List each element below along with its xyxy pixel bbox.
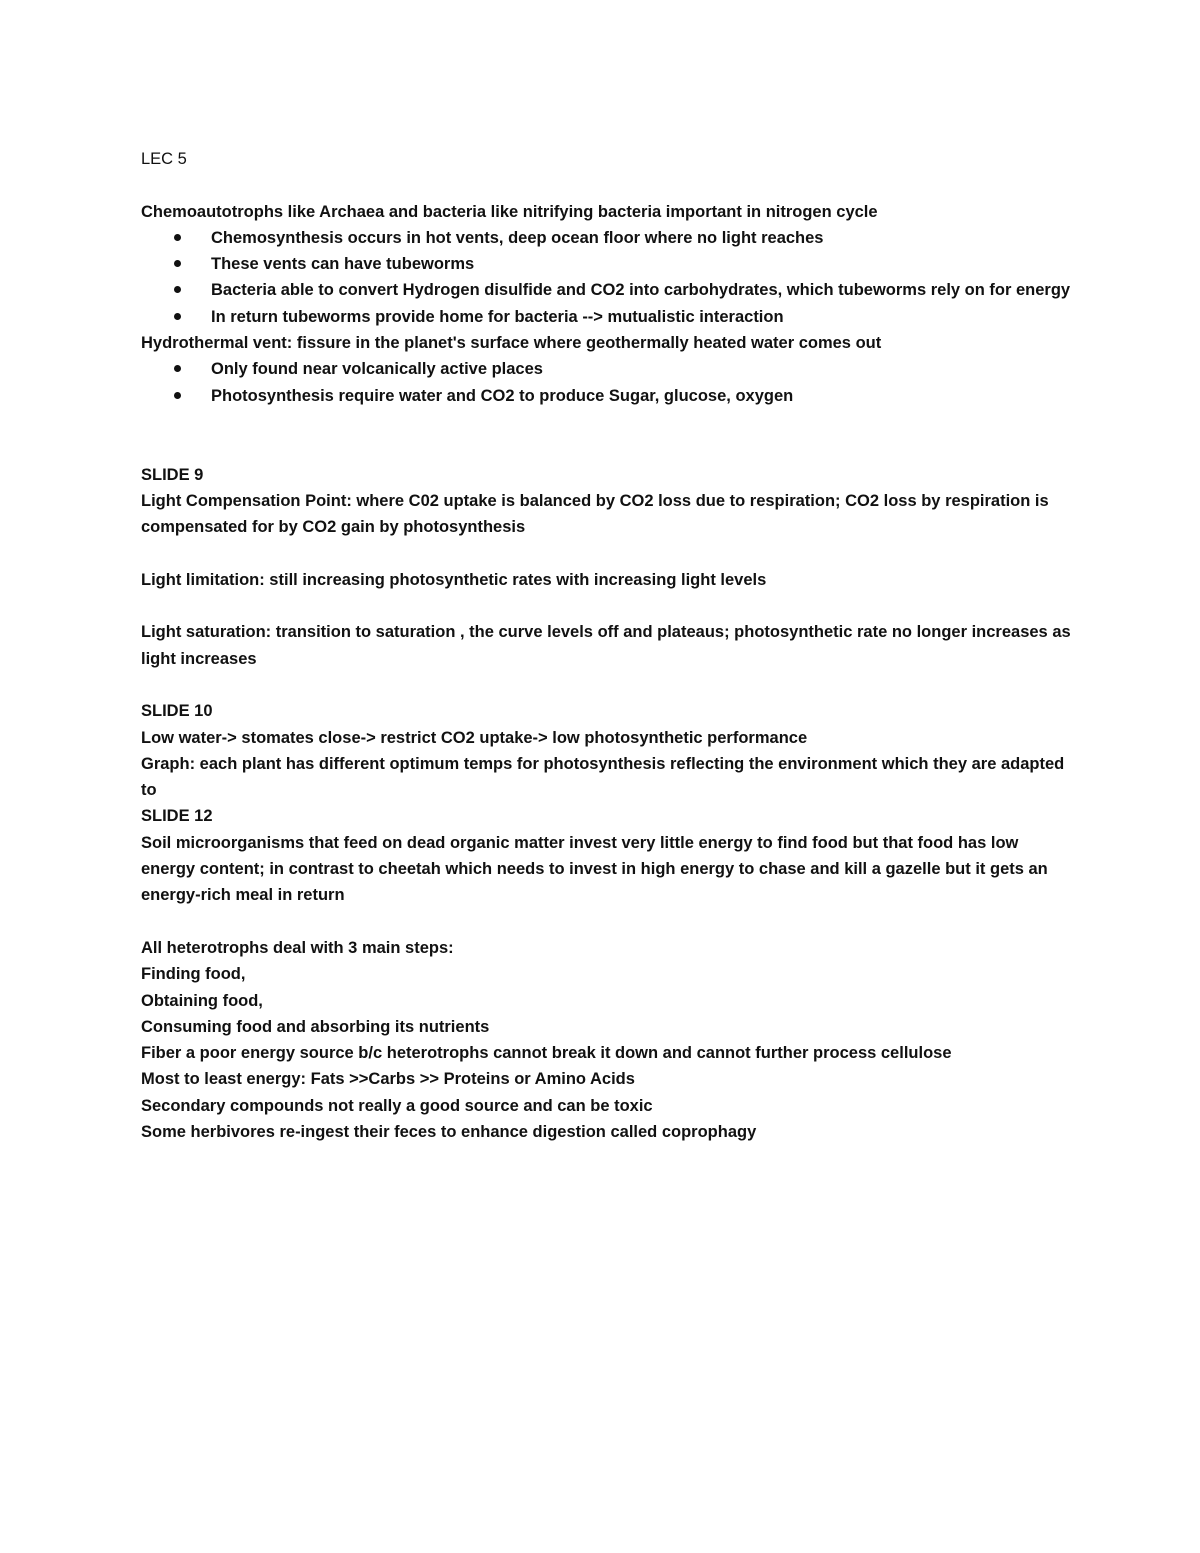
spacer bbox=[141, 593, 1076, 619]
spacer bbox=[141, 672, 1076, 698]
step-finding-food: Finding food, bbox=[141, 965, 246, 984]
list-item-text: Bacteria able to convert Hydrogen disulfide and CO2 into carbohydrates, which tubeworms rely on for energy bbox=[211, 281, 1071, 300]
light-saturation: Light saturation: transition to saturation , the curve levels off and plateaus; photosynthetic rate no longer increases as light increases bbox=[141, 623, 1071, 668]
graph-note: Graph: each plant has different optimum temps for photosynthesis reflecting the environment which they are adapted to bbox=[141, 754, 1065, 800]
coprophagy-note: Some herbivores re-ingest their feces to enhance digestion called coprophagy bbox=[141, 1122, 757, 1141]
list-item bbox=[141, 383, 1076, 409]
slide9-heading: SLIDE 9 bbox=[141, 465, 204, 484]
list-item-text: These vents can have tubeworms bbox=[211, 255, 475, 274]
light-limitation: Light limitation: still increasing photosynthetic rates with increasing light levels bbox=[141, 570, 767, 589]
secondary-compounds-note: Secondary compounds not really a good source and can be toxic bbox=[141, 1096, 653, 1115]
bullet-icon bbox=[174, 313, 181, 320]
list-item bbox=[141, 277, 1076, 303]
fiber-note: Fiber a poor energy source b/c heterotrophs cannot break it down and cannot further process cellulose bbox=[141, 1044, 952, 1063]
step-obtaining-food: Obtaining food, bbox=[141, 991, 263, 1010]
list-item bbox=[141, 251, 1076, 277]
list-item-text: Photosynthesis require water and CO2 to produce Sugar, glucose, oxygen bbox=[211, 386, 794, 405]
list-item bbox=[141, 356, 1076, 382]
light-compensation-point: Light Compensation Point: where C02 uptake is balanced by CO2 loss due to respiration; CO2 loss by respiration is compensated for by CO2 gain by photosynthesis bbox=[141, 491, 1049, 537]
lecture-title: LEC 5 bbox=[141, 150, 187, 168]
list-item-text: Chemosynthesis occurs in hot vents, deep ocean floor where no light reaches bbox=[211, 228, 824, 247]
list-item-text: Only found near volcanically active places bbox=[211, 360, 543, 379]
hydrothermal-vent-definition: Hydrothermal vent: fissure in the planet's surface where geothermally heated water comes out bbox=[141, 334, 882, 353]
list-item bbox=[141, 304, 1076, 330]
spacer bbox=[141, 409, 1076, 462]
list-item bbox=[141, 225, 1076, 251]
vent-list bbox=[141, 356, 1076, 409]
spacer bbox=[141, 172, 1076, 198]
energy-ranking: Most to least energy: Fats >>Carbs >> Proteins or Amino Acids bbox=[141, 1070, 635, 1089]
chemosynthesis-list bbox=[141, 225, 1076, 330]
spacer bbox=[141, 909, 1076, 935]
spacer bbox=[141, 540, 1076, 566]
bullet-icon bbox=[174, 260, 181, 267]
bullet-icon bbox=[174, 234, 181, 241]
list-item-text: In return tubeworms provide home for bacteria --> mutualistic interaction bbox=[211, 307, 784, 326]
soil-microorganisms-note: Soil microorganisms that feed on dead organic matter invest very little energy to find food but that food has low energy content; in contrast to cheetah which needs to invest in high energy to chase and kill a gazelle but it gets an energy-rich meal in return bbox=[141, 833, 1048, 905]
document-page bbox=[141, 146, 1076, 1145]
slide10-heading: SLIDE 10 bbox=[141, 702, 213, 721]
low-water-note: Low water-> stomates close-> restrict CO2 uptake-> low photosynthetic performance bbox=[141, 728, 808, 747]
bullet-icon bbox=[174, 365, 181, 372]
heterotroph-steps-intro: All heterotrophs deal with 3 main steps: bbox=[141, 938, 454, 957]
bullet-icon bbox=[174, 392, 181, 399]
chemoautotrophs-intro: Chemoautotrophs like Archaea and bacteria like nitrifying bacteria important in nitrogen cycle bbox=[141, 202, 878, 221]
slide12-heading: SLIDE 12 bbox=[141, 807, 213, 826]
step-consuming-food: Consuming food and absorbing its nutrients bbox=[141, 1017, 490, 1036]
bullet-icon bbox=[174, 286, 181, 293]
